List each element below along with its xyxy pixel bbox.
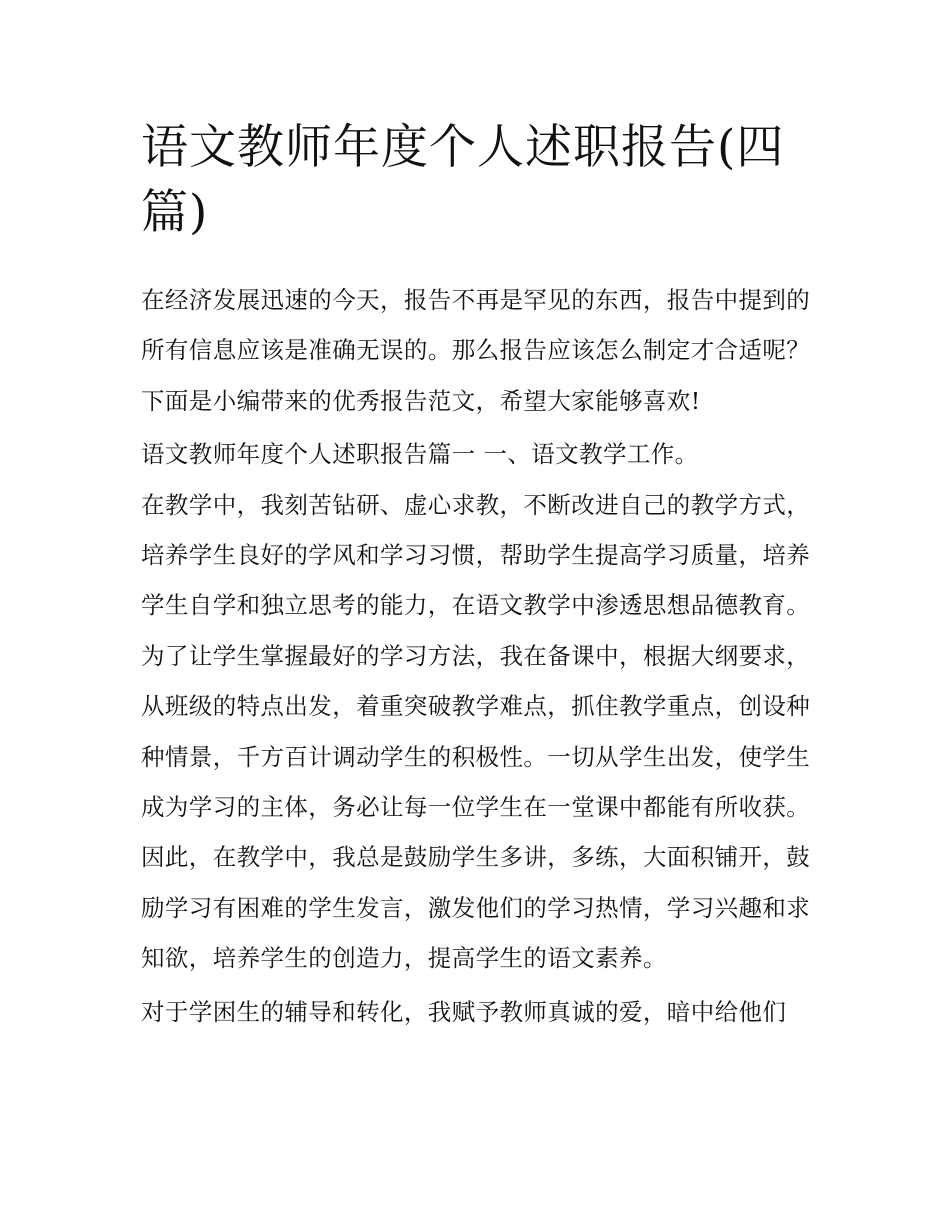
tutoring-paragraph: 对于学困生的辅导和转化，我赋予教师真诚的爱，暗中给他们 (141, 997, 787, 1026)
section-heading-paragraph: 语文教师年度个人述职报告篇一 一、语文教学工作。 (141, 440, 699, 469)
document-title: 语文教师年度个人述职报告(四篇) (141, 120, 785, 240)
intro-paragraph: 在经济发展迅速的今天，报告不再是罕见的东西，报告中提到的所有信息应该是准确无误的。那么报告应该怎么制定才合适呢？下面是小编带来的优秀报告范文，希望大家能够喜欢! (141, 286, 811, 415)
teaching-paragraph: 在教学中，我刻苦钻研、虚心求教，不断改进自己的教学方式，培养学生良好的学风和学习习惯，帮助学生提高学习质量，培养学生自学和独立思考的能力，在语文教学中渗透思想品德教育。为了让学生掌握最好的学习方法，我在备课中，根据大纲要求，从班级的特点出发，着重突破教学难点，抓住教学重点，创设种种情景，千方百计调动学生的积极性。一切从学生出发，使学生成为学习的主体，务必让每一位学生在一堂课中都能有所收获。因此，在教学中，我总是鼓励学生多讲，多练，大面积铺开，鼓励学习有困难的学生发言，激发他们的学习热情，学习兴趣和求知欲，培养学生的创造力，提高学生的语文素养。 (141, 490, 811, 973)
document-page (141, 115, 813, 1037)
